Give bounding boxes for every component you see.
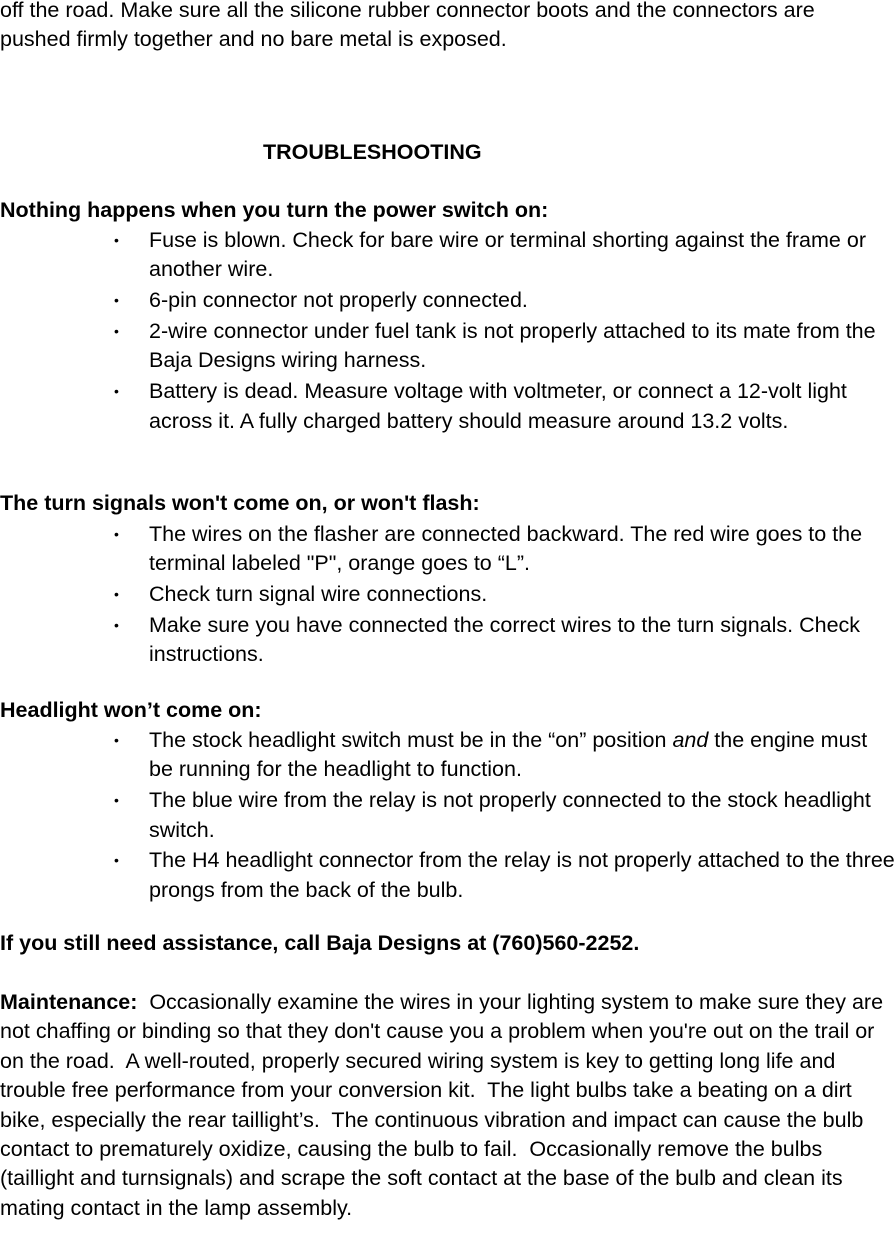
list-item-emphasis: and (672, 728, 709, 752)
list-item (0, 520, 896, 579)
section-heading-headlight: Headlight won’t come on: (0, 698, 262, 722)
bullet-list-turn-signals (0, 520, 896, 671)
bullet-icon: • (114, 383, 119, 400)
list-item (0, 286, 896, 315)
list-item-text: The blue wire from the relay is not properly connected to the stock headlight switch. (149, 788, 871, 842)
list-item-text: 2-wire connector under fuel tank is not properly attached to its mate from the Baja Designs wiring harness. (149, 319, 876, 373)
list-item (0, 580, 896, 609)
list-item-text: Make sure you have connected the correct wires to the turn signals. Check instructions. (149, 613, 861, 667)
bullet-icon: • (114, 732, 119, 748)
list-item (0, 786, 896, 845)
bullet-icon: • (114, 232, 119, 248)
bullet-list-power (0, 226, 896, 437)
list-item (0, 846, 896, 905)
page-title: TROUBLESHOOTING (263, 140, 482, 164)
list-item-text: The H4 headlight connector from the relay is not properly attached to the three prongs from the back of the bulb. (149, 848, 895, 902)
section-heading-turn-signals: The turn signals won't come on, or won't flash: (0, 491, 480, 515)
list-item-text: Battery is dead. Measure voltage with voltmeter, or connect a 12-volt light across it. A fully charged battery should measure around 13.2 volts. (149, 379, 847, 433)
bullet-icon: • (114, 792, 119, 809)
bullet-icon: • (114, 852, 119, 869)
list-item (0, 377, 896, 436)
bullet-icon: • (114, 292, 119, 309)
list-item-text-post: the engine must be running for the headlight to function. (149, 728, 868, 782)
assistance-note: If you still need assistance, call Baja Designs at (760)560-2252. (0, 931, 640, 955)
section-heading-power: Nothing happens when you turn the power switch on: (0, 198, 549, 222)
bullet-icon: • (114, 617, 119, 633)
bullet-icon: • (114, 586, 119, 603)
list-item (0, 611, 896, 670)
bullet-icon: • (114, 526, 119, 542)
list-item-text: The wires on the flasher are connected backward. The red wire goes to the terminal labeled "P", orange goes to “L”. (149, 522, 863, 576)
list-item-text-pre: The stock headlight switch must be in the “on” position (149, 728, 673, 752)
bullet-list-headlight (0, 726, 896, 907)
list-item (0, 317, 896, 376)
maintenance-label: Maintenance: (0, 990, 138, 1014)
bullet-icon: • (114, 323, 119, 339)
list-item (0, 226, 896, 285)
intro-paragraph: off the road. Make sure all the silicone rubber connector boots and the connectors are pushed firmly together and no bare metal is exposed. (0, 0, 815, 52)
list-item-text: 6-pin connector not properly connected. (149, 288, 528, 313)
list-item-text: Check turn signal wire connections. (149, 582, 488, 607)
list-item (0, 726, 896, 785)
maintenance-paragraph (0, 988, 890, 1223)
list-item-text: Fuse is blown. Check for bare wire or terminal shorting against the frame or another wire. (149, 228, 866, 282)
maintenance-text: Occasionally examine the wires in your lighting system to make sure they are not chaffing or binding so that they don't cause you a problem when you're out on the trail or on the road. A well-routed, properly secured wiring system is key to getting long life and trouble free performance from your conversion kit. The light bulbs take a beating on a dirt bike, especially the rear taillight’s. The continuous vibration and impact can cause the bulb contact to prematurely oxidize, causing the bulb to fail. Occasionally remove the bulbs (taillight and turnsignals) and scrape the soft contact at the base of the bulb and clean its mating contact in the lamp assembly. (0, 990, 890, 1220)
